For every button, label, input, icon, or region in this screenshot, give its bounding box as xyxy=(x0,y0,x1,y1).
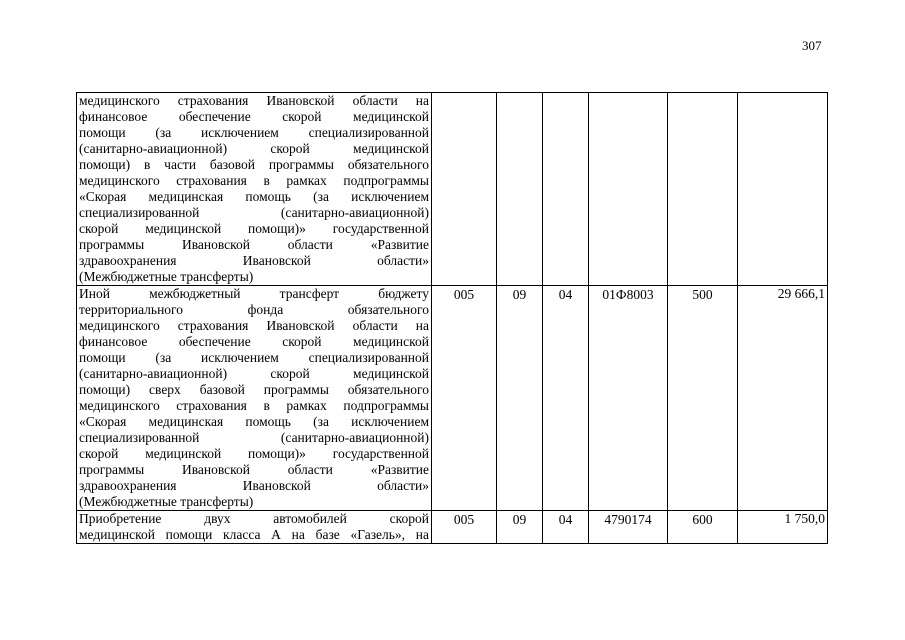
subsection-code xyxy=(543,93,589,286)
page-number: 307 xyxy=(802,38,822,53)
section-code: 09 xyxy=(497,511,543,544)
subsection-code: 04 xyxy=(543,286,589,511)
description-line: финансовое обеспечение скорой медицинской xyxy=(79,334,429,349)
description-line: специализированной (санитарно-авиационной) xyxy=(79,430,429,445)
expense-type-code xyxy=(668,93,738,286)
row-description xyxy=(77,93,432,286)
admin-code: 005 xyxy=(432,511,497,544)
table-row xyxy=(77,286,828,511)
description-line: медицинского страхования в рамках подпрограммы xyxy=(79,173,429,188)
description-line: помощи) в части базовой программы обязательного xyxy=(79,157,429,172)
table-row xyxy=(77,511,828,544)
table-row xyxy=(77,93,828,286)
description-line: финансовое обеспечение скорой медицинской xyxy=(79,109,429,124)
target-article-code xyxy=(589,93,668,286)
row-description xyxy=(77,286,432,511)
admin-code: 005 xyxy=(432,286,497,511)
description-line: (санитарно-авиационной) скорой медицинской xyxy=(79,141,429,156)
description-line: (Межбюджетные трансферты) xyxy=(79,494,254,509)
description-line: помощи (за исключением специализированной xyxy=(79,350,429,365)
description-line: скорой медицинской помощи)» государственной xyxy=(79,221,429,236)
description-line: медицинского страхования Ивановской области на xyxy=(79,93,429,108)
description-line: скорой медицинской помощи)» государственной xyxy=(79,446,429,461)
target-article-code: 01Ф8003 xyxy=(589,286,668,511)
description-line: специализированной (санитарно-авиационной) xyxy=(79,205,429,220)
section-code xyxy=(497,93,543,286)
section-code: 09 xyxy=(497,286,543,511)
amount xyxy=(738,93,828,286)
target-article-code: 4790174 xyxy=(589,511,668,544)
description-line: территориального фонда обязательного xyxy=(79,302,429,317)
expense-type-code: 600 xyxy=(668,511,738,544)
description-line: здравоохранения Ивановской области» xyxy=(79,478,429,493)
description-line: медицинского страхования Ивановской области на xyxy=(79,318,429,333)
description-line: «Скорая медицинская помощь (за исключением xyxy=(79,189,429,204)
description-line: помощи (за исключением специализированной xyxy=(79,125,429,140)
description-line: Приобретение двух автомобилей скорой xyxy=(79,511,429,526)
description-line: (Межбюджетные трансферты) xyxy=(79,269,254,284)
subsection-code: 04 xyxy=(543,511,589,544)
description-line: медицинского страхования в рамках подпрограммы xyxy=(79,398,429,413)
description-line: программы Ивановской области «Развитие xyxy=(79,462,429,477)
expense-type-code: 500 xyxy=(668,286,738,511)
description-line: здравоохранения Ивановской области» xyxy=(79,253,429,268)
amount: 1 750,0 xyxy=(738,511,828,544)
admin-code xyxy=(432,93,497,286)
amount: 29 666,1 xyxy=(738,286,828,511)
description-line: медицинской помощи класса А на базе «Газель», на xyxy=(79,527,429,542)
description-line: (санитарно-авиационной) скорой медицинской xyxy=(79,366,429,381)
description-line: программы Ивановской области «Развитие xyxy=(79,237,429,252)
budget-table xyxy=(76,92,828,544)
row-description xyxy=(77,511,432,544)
description-line: Иной межбюджетный трансферт бюджету xyxy=(79,286,429,301)
description-line: помощи) сверх базовой программы обязательного xyxy=(79,382,429,397)
description-line: «Скорая медицинская помощь (за исключением xyxy=(79,414,429,429)
